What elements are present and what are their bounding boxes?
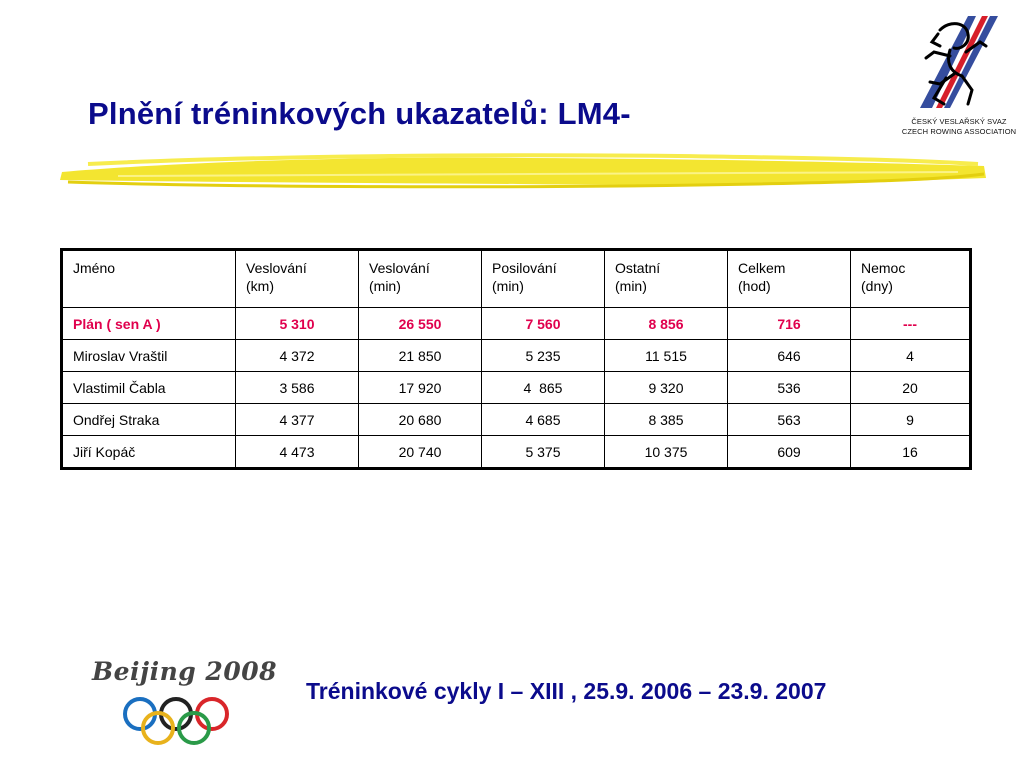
table-cell: 20 740 bbox=[359, 436, 482, 469]
lion-emblem-icon bbox=[910, 12, 1006, 110]
table-cell: 4 372 bbox=[236, 340, 359, 372]
header-cell: Jméno bbox=[62, 250, 236, 308]
table-cell: 5 310 bbox=[236, 308, 359, 340]
table-cell: 9 320 bbox=[605, 372, 728, 404]
table-cell: 26 550 bbox=[359, 308, 482, 340]
association-name-cz: ČESKÝ VESLAŘSKÝ SVAZ bbox=[911, 117, 1007, 126]
table-cell: 4 377 bbox=[236, 404, 359, 436]
header-cell: Posilování (min) bbox=[482, 250, 605, 308]
table-cell: 9 bbox=[851, 404, 971, 436]
table-cell: Miroslav Vraštil bbox=[62, 340, 236, 372]
table-cell: 8 385 bbox=[605, 404, 728, 436]
training-cycles-caption: Tréninkové cykly I – XIII , 25.9. 2006 – 23.9. 2007 bbox=[306, 678, 827, 704]
table-cell: 716 bbox=[728, 308, 851, 340]
table-cell: 4 685 bbox=[482, 404, 605, 436]
table-cell: 11 515 bbox=[605, 340, 728, 372]
table-cell: 536 bbox=[728, 372, 851, 404]
table-cell: 16 bbox=[851, 436, 971, 469]
table-cell: 8 856 bbox=[605, 308, 728, 340]
yellow-highlight-stroke bbox=[58, 150, 988, 190]
table-header-row bbox=[62, 250, 971, 308]
header-cell: Celkem (hod) bbox=[728, 250, 851, 308]
table-cell: 3 586 bbox=[236, 372, 359, 404]
table-row bbox=[62, 436, 971, 469]
header-cell: Nemoc (dny) bbox=[851, 250, 971, 308]
training-table bbox=[60, 248, 972, 470]
table-cell: 20 bbox=[851, 372, 971, 404]
slide-title: Plnění tréninkových ukazatelů: LM4- bbox=[88, 96, 631, 131]
table-cell: Ondřej Straka bbox=[62, 404, 236, 436]
table-cell: 4 473 bbox=[236, 436, 359, 469]
table-row bbox=[62, 404, 971, 436]
table-cell: --- bbox=[851, 308, 971, 340]
plan-row bbox=[62, 308, 971, 340]
table-row bbox=[62, 372, 971, 404]
table-cell: 609 bbox=[728, 436, 851, 469]
table-cell: Jiří Kopáč bbox=[62, 436, 236, 469]
header-cell: Veslování (km) bbox=[236, 250, 359, 308]
beijing-2008-olympic-logo bbox=[88, 652, 278, 744]
table-cell: 10 375 bbox=[605, 436, 728, 469]
table-cell: 17 920 bbox=[359, 372, 482, 404]
table-cell: Plán ( sen A ) bbox=[62, 308, 236, 340]
table-cell: 20 680 bbox=[359, 404, 482, 436]
table-cell: 7 560 bbox=[482, 308, 605, 340]
table-row bbox=[62, 340, 971, 372]
header-cell: Veslování (min) bbox=[359, 250, 482, 308]
association-name-en: CZECH ROWING ASSOCIATION bbox=[901, 127, 1017, 136]
table-cell: 563 bbox=[728, 404, 851, 436]
table-cell: Vlastimil Čabla bbox=[62, 372, 236, 404]
czech-rowing-association-logo bbox=[900, 12, 1018, 140]
svg-text:Beijing 2008: Beijing 2008 bbox=[92, 657, 278, 686]
table-cell: 4 bbox=[851, 340, 971, 372]
table-cell: 4 865 bbox=[482, 372, 605, 404]
table-cell: 646 bbox=[728, 340, 851, 372]
table-cell: 21 850 bbox=[359, 340, 482, 372]
table-cell: 5 375 bbox=[482, 436, 605, 469]
table-cell: 5 235 bbox=[482, 340, 605, 372]
header-cell: Ostatní (min) bbox=[605, 250, 728, 308]
